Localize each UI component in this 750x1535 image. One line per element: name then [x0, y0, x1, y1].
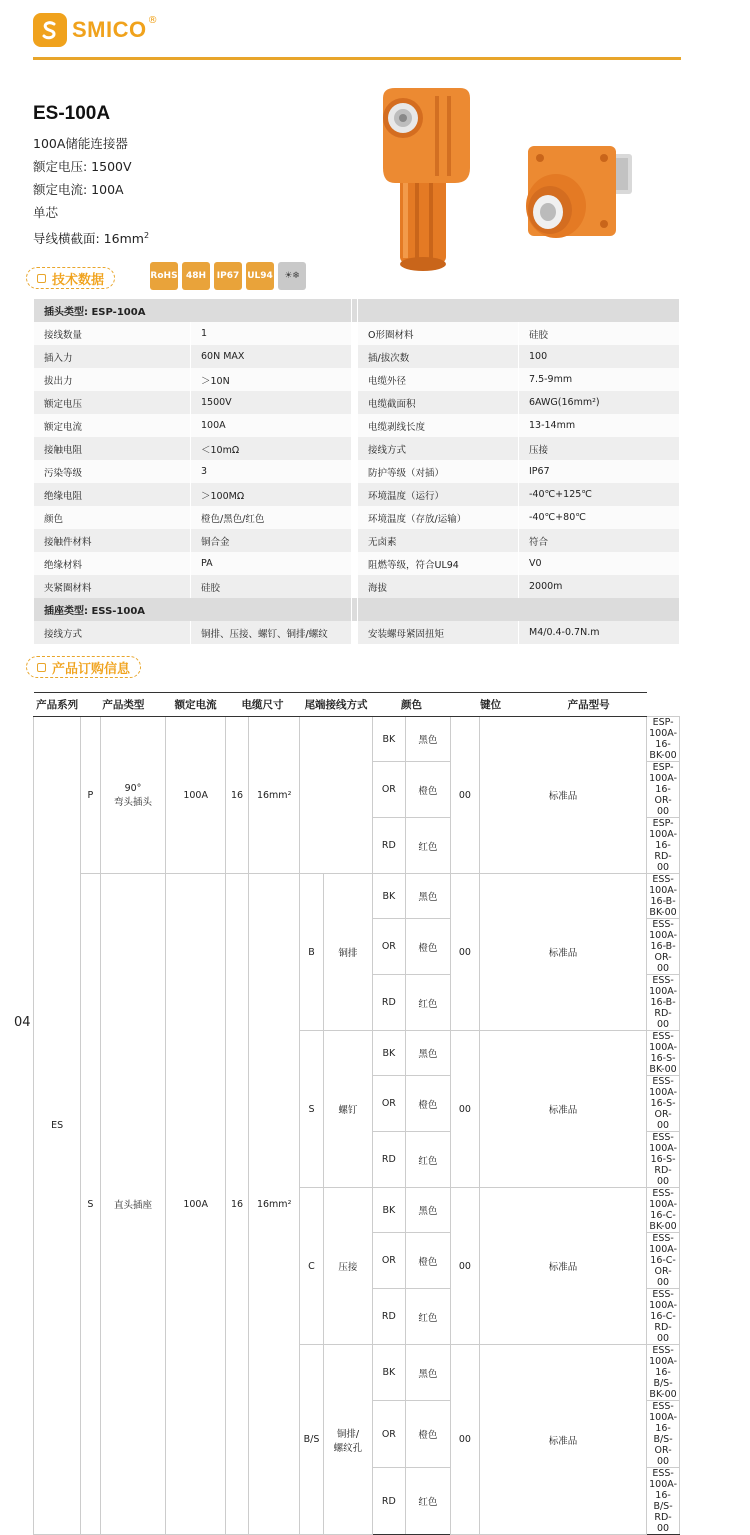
spec-value: 13-14mm	[519, 414, 679, 437]
order-row	[34, 874, 680, 919]
spec-value: 3	[191, 460, 351, 483]
spec-label: 接线方式	[34, 621, 190, 644]
order-table	[33, 692, 680, 1535]
spec-label: 插/拔次数	[358, 345, 518, 368]
order-info-heading	[26, 656, 141, 678]
spec-value: 铜合金	[191, 529, 351, 552]
color-name: 红色	[405, 975, 450, 1031]
color-code: RD	[373, 1468, 406, 1535]
cert-text: ☀❄	[284, 270, 300, 281]
current-cell: 100A	[166, 717, 225, 874]
spec-value: 铜排、压接、螺钉、铜排/螺纹	[191, 621, 351, 644]
spec-label: 额定电流	[34, 414, 190, 437]
cert-text: 48H	[185, 270, 207, 281]
model-number: ESS-100A-16-B-BK-00	[647, 874, 680, 919]
color-code: OR	[373, 762, 406, 818]
type-name: 直头插座	[100, 874, 166, 1535]
spec-label: 防护等级（对插）	[358, 460, 518, 483]
model-number: ESS-100A-16-C-OR-00	[647, 1233, 680, 1289]
spec-row	[34, 621, 679, 644]
tech-data-heading	[26, 267, 115, 289]
plug-connector-image	[375, 78, 485, 278]
spacer	[352, 575, 357, 598]
color-name: 橙色	[405, 919, 450, 975]
spec-label: 阻燃等级，符合UL94	[358, 552, 518, 575]
spacer	[352, 299, 357, 322]
type-code: S	[81, 874, 100, 1535]
model-number: ESS-100A-16-S-RD-00	[647, 1132, 680, 1188]
spec-value: PA	[191, 552, 351, 575]
color-name: 橙色	[405, 762, 450, 818]
header-divider	[33, 57, 681, 60]
color-code: RD	[373, 975, 406, 1031]
desc-line: 额定电流: 100A	[33, 182, 124, 197]
model-number: ESS-100A-16-B/S-BK-00	[647, 1345, 680, 1401]
order-header-cell: 额定电流	[166, 693, 225, 717]
model-number: ESS-100A-16-B/S-RD-00	[647, 1468, 680, 1535]
spec-value: 1	[191, 322, 351, 345]
color-name: 黑色	[405, 1031, 450, 1076]
desc-line: 100A储能连接器	[33, 136, 128, 151]
heading-label: 技术数据	[52, 272, 105, 288]
salt-spray-icon	[182, 262, 210, 290]
section-text: 导线横截面: 16mm	[33, 231, 144, 247]
spec-label: O形圈材料	[358, 322, 518, 345]
spec-row	[34, 414, 679, 437]
model-number: ESP-100A-16-RD-00	[647, 818, 680, 874]
spec-value: ＞100MΩ	[191, 483, 351, 506]
color-name: 红色	[405, 1289, 450, 1345]
color-code: OR	[373, 1076, 406, 1132]
spec-value: 100	[519, 345, 679, 368]
size-cell: 16mm²	[249, 717, 300, 874]
product-title: ES-100A	[33, 103, 111, 124]
socket-connector-image	[510, 140, 640, 260]
spacer	[352, 368, 357, 391]
color-code: OR	[373, 1401, 406, 1468]
spec-value: 60N MAX	[191, 345, 351, 368]
termination-code: S	[300, 1031, 324, 1188]
key-name: 标准品	[479, 1345, 646, 1535]
spacer	[352, 506, 357, 529]
heading-label: 产品订购信息	[52, 661, 131, 677]
color-name: 红色	[405, 1468, 450, 1535]
color-name: 橙色	[405, 1233, 450, 1289]
key-name: 标准品	[479, 717, 646, 874]
termination-name: 螺钉	[323, 1031, 372, 1188]
spec-label: 拔出力	[34, 368, 190, 391]
spec-label: 接触件材料	[34, 529, 190, 552]
spacer	[352, 345, 357, 368]
model-number: ESS-100A-16-B/S-OR-00	[647, 1401, 680, 1468]
desc-line: 单芯	[33, 205, 59, 220]
spec-row	[34, 391, 679, 414]
spec-row	[34, 506, 679, 529]
spec-row	[34, 322, 679, 345]
awg-cell: 16	[225, 874, 248, 1535]
spec-value: 压接	[519, 437, 679, 460]
spec-label: 电缆外径	[358, 368, 518, 391]
registered-mark: ®	[147, 14, 158, 26]
order-header-cell: 颜色	[373, 693, 451, 717]
spec-row	[34, 437, 679, 460]
cert-text: IP67	[216, 270, 240, 281]
ul94-icon	[246, 262, 274, 290]
order-header-cell: 产品型号	[531, 693, 647, 717]
spacer	[352, 437, 357, 460]
temperature-icon	[278, 262, 306, 290]
color-code: RD	[373, 1132, 406, 1188]
spec-label: 安装螺母紧固扭矩	[358, 621, 518, 644]
spec-label: 污染等级	[34, 460, 190, 483]
color-code: BK	[373, 1031, 406, 1076]
termination-code: C	[300, 1188, 324, 1345]
color-name: 橙色	[405, 1401, 450, 1468]
color-code: BK	[373, 717, 406, 762]
color-code: RD	[373, 818, 406, 874]
spec-value: 7.5-9mm	[519, 368, 679, 391]
spec-row	[34, 345, 679, 368]
spec-value: 硅胶	[519, 322, 679, 345]
color-name: 黑色	[405, 717, 450, 762]
termination-name: 铜排	[323, 874, 372, 1031]
spec-label: 夹紧圈材料	[34, 575, 190, 598]
brand-name: SMICO	[72, 17, 147, 42]
termination-code: B	[300, 874, 324, 1031]
model-number: ESS-100A-16-B-OR-00	[647, 919, 680, 975]
spacer	[352, 621, 357, 644]
heading-box-icon	[37, 663, 46, 672]
spec-row	[34, 483, 679, 506]
rohs-icon	[150, 262, 178, 290]
type-name: 90° 弯头插头	[100, 717, 166, 874]
color-name: 黑色	[405, 874, 450, 919]
key-code: 00	[450, 1031, 479, 1188]
spec-label: 无卤素	[358, 529, 518, 552]
model-number: ESS-100A-16-S-OR-00	[647, 1076, 680, 1132]
spec-label: 电缆剥线长度	[358, 414, 518, 437]
spec-row	[34, 552, 679, 575]
page-number: 04	[14, 1015, 31, 1030]
spec-label: 接触电阻	[34, 437, 190, 460]
spec-value: M4/0.4-0.7N.m	[519, 621, 679, 644]
color-code: BK	[373, 1188, 406, 1233]
spec-value: -40℃+125℃	[519, 483, 679, 506]
color-code: OR	[373, 919, 406, 975]
spacer	[352, 414, 357, 437]
key-code: 00	[450, 717, 479, 874]
desc-line-section	[33, 224, 149, 250]
series-cell: ES	[34, 717, 81, 1535]
color-name: 红色	[405, 1132, 450, 1188]
spec-table	[33, 299, 680, 644]
spacer	[352, 529, 357, 552]
model-number: ESS-100A-16-S-BK-00	[647, 1031, 680, 1076]
spec-row	[34, 368, 679, 391]
color-code: BK	[373, 874, 406, 919]
spec-label: 绝缘电阻	[34, 483, 190, 506]
spec-label: 接线方式	[358, 437, 518, 460]
certification-icons	[150, 262, 306, 290]
order-header-cell: 键位	[450, 693, 530, 717]
color-name: 黑色	[405, 1188, 450, 1233]
spec-value: IP67	[519, 460, 679, 483]
key-name: 标准品	[479, 1188, 646, 1345]
color-name: 橙色	[405, 1076, 450, 1132]
spec-label: 绝缘材料	[34, 552, 190, 575]
spec-value: 硅胶	[191, 575, 351, 598]
order-row	[34, 717, 680, 762]
spec-value: ＞10N	[191, 368, 351, 391]
cert-text: UL94	[247, 270, 273, 281]
color-name: 黑色	[405, 1345, 450, 1401]
plug-type-header: 插头类型: ESP-100A	[34, 299, 351, 322]
spec-value: ＜10mΩ	[191, 437, 351, 460]
spec-label: 海拔	[358, 575, 518, 598]
spec-value: 橙色/黑色/红色	[191, 506, 351, 529]
termination-code: B/S	[300, 1345, 324, 1535]
spec-row	[34, 575, 679, 598]
spec-row	[34, 529, 679, 552]
order-header-cell: 产品类型	[81, 693, 166, 717]
color-code: RD	[373, 1289, 406, 1345]
color-code: BK	[373, 1345, 406, 1401]
spec-label: 颜色	[34, 506, 190, 529]
model-number: ESP-100A-16-OR-00	[647, 762, 680, 818]
spec-row	[34, 460, 679, 483]
size-cell: 16mm²	[249, 874, 300, 1535]
spec-label: 环境温度（存放/运输）	[358, 506, 518, 529]
spec-value: 1500V	[191, 391, 351, 414]
product-description	[33, 132, 149, 250]
spec-label: 环境温度（运行）	[358, 483, 518, 506]
type-code: P	[81, 717, 100, 874]
ip67-icon	[214, 262, 242, 290]
spacer	[352, 483, 357, 506]
spec-label: 额定电压	[34, 391, 190, 414]
order-header-cell: 尾端接线方式	[300, 693, 373, 717]
current-cell: 100A	[166, 874, 225, 1535]
spec-value: V0	[519, 552, 679, 575]
section-superscript: 2	[143, 231, 150, 240]
termination-blank	[300, 717, 373, 874]
heading-box-icon	[37, 274, 46, 283]
order-header-cell: 电缆尺寸	[225, 693, 299, 717]
spec-value: 2000m	[519, 575, 679, 598]
model-number: ESS-100A-16-B-RD-00	[647, 975, 680, 1031]
spacer	[352, 460, 357, 483]
key-code: 00	[450, 874, 479, 1031]
cert-text: RoHS	[150, 270, 178, 281]
order-header-cell: 产品系列	[34, 693, 81, 717]
spec-label: 插入力	[34, 345, 190, 368]
spacer	[352, 391, 357, 414]
spec-value: 符合	[519, 529, 679, 552]
model-number: ESP-100A-16-BK-00	[647, 717, 680, 762]
spec-header-row	[34, 299, 679, 322]
spec-header-blank	[358, 598, 679, 621]
socket-type-header: 插座类型: ESS-100A	[34, 598, 351, 621]
spec-label: 电缆截面积	[358, 391, 518, 414]
key-code: 00	[450, 1345, 479, 1535]
smico-logo-icon	[33, 13, 67, 47]
termination-name: 铜排/ 螺纹孔	[323, 1345, 372, 1535]
spec-value: 6AWG(16mm²)	[519, 391, 679, 414]
spacer	[352, 322, 357, 345]
spec-value: -40℃+80℃	[519, 506, 679, 529]
spec-label: 接线数量	[34, 322, 190, 345]
key-code: 00	[450, 1188, 479, 1345]
key-name: 标准品	[479, 874, 646, 1031]
spacer	[352, 598, 357, 621]
spacer	[352, 552, 357, 575]
spec-header-blank	[358, 299, 679, 322]
termination-name: 压接	[323, 1188, 372, 1345]
brand-logo	[33, 13, 158, 47]
spec-value: 100A	[191, 414, 351, 437]
key-name: 标准品	[479, 1031, 646, 1188]
desc-line: 额定电压: 1500V	[33, 159, 132, 174]
model-number: ESS-100A-16-C-BK-00	[647, 1188, 680, 1233]
color-name: 红色	[405, 818, 450, 874]
spec-header-row	[34, 598, 679, 621]
color-code: OR	[373, 1233, 406, 1289]
model-number: ESS-100A-16-C-RD-00	[647, 1289, 680, 1345]
awg-cell: 16	[225, 717, 248, 874]
